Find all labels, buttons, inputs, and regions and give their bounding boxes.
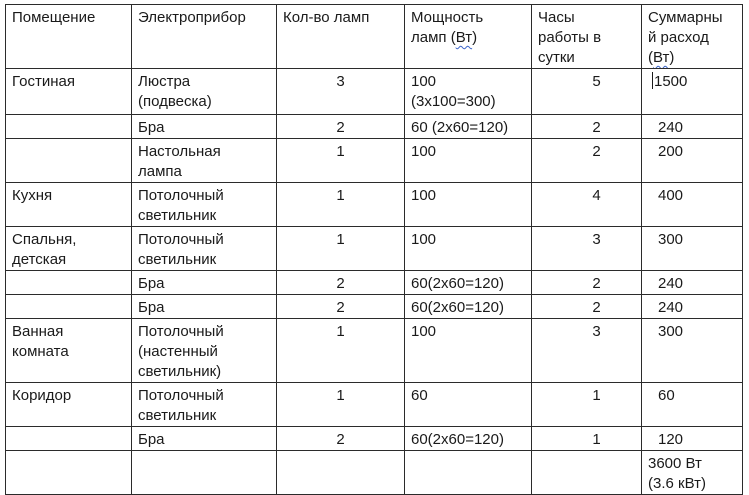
device-cell-text: Потолочный светильник xyxy=(138,187,224,224)
device-cell-text: Бра xyxy=(138,431,165,448)
power-cell xyxy=(405,319,532,383)
total-cell-text: 300 xyxy=(658,323,684,340)
hours-cell-text: 2 xyxy=(592,299,601,316)
device-cell-text: Бра xyxy=(138,299,165,316)
lamp-count-cell xyxy=(277,383,405,427)
header-total-label: Суммарны й расход (Вт) xyxy=(648,9,723,66)
header-power-label: Мощность ламп (Вт) xyxy=(411,9,484,46)
room-cell-text: Коридор xyxy=(12,387,72,404)
hours-cell xyxy=(532,139,642,183)
total-cell-text: 200 xyxy=(658,143,684,160)
power-unit-spellcheck: Вт xyxy=(455,29,473,46)
power-cell xyxy=(405,295,532,319)
lamp-count-cell xyxy=(277,427,405,451)
total-cell-text: 240 xyxy=(658,299,684,316)
device-cell-text: Потолочный светильник xyxy=(138,387,224,424)
lamp-count-cell-text: 1 xyxy=(336,143,345,160)
hours-cell xyxy=(532,271,642,295)
header-lamp-count-label: Кол-во ламп xyxy=(283,9,370,26)
room-cell-text: Спальня, детская xyxy=(12,231,77,268)
table-row xyxy=(6,319,743,383)
room-cell xyxy=(6,319,132,383)
power-cell-text: 60(2х60=120) xyxy=(411,299,504,316)
room-cell xyxy=(6,69,132,115)
total-cell-text: 120 xyxy=(658,431,684,448)
power-cell-text: 100 xyxy=(411,187,437,204)
total-cell xyxy=(642,319,743,383)
table-row xyxy=(6,183,743,227)
power-cell-text: 100 xyxy=(411,143,437,160)
hours-cell xyxy=(532,183,642,227)
room-cell xyxy=(6,183,132,227)
total-cell xyxy=(642,183,743,227)
hours-cell xyxy=(532,227,642,271)
hours-cell xyxy=(532,295,642,319)
hours-cell-text: 2 xyxy=(592,143,601,160)
device-cell xyxy=(132,383,277,427)
room-cell-text: Гостиная xyxy=(12,73,75,90)
hours-cell-text: 1 xyxy=(592,431,601,448)
total-cell xyxy=(642,427,743,451)
power-cell-text: 60(2х60=120) xyxy=(411,431,504,448)
hours-cell-text: 3 xyxy=(592,323,601,340)
device-cell xyxy=(132,295,277,319)
room-cell xyxy=(6,227,132,271)
total-cell-text: 300 xyxy=(658,231,684,248)
header-power xyxy=(405,5,532,69)
table-header-row xyxy=(6,5,743,69)
device-cell-text: Потолочный светильник xyxy=(138,231,224,268)
header-device-label: Электроприбор xyxy=(138,9,246,26)
device-cell xyxy=(132,319,277,383)
total-cell xyxy=(642,383,743,427)
hours-cell xyxy=(532,69,642,115)
lamp-count-cell xyxy=(277,139,405,183)
lamp-count-cell-text: 2 xyxy=(336,431,345,448)
device-cell-text: Потолочный (настенный светильник) xyxy=(138,323,224,380)
table-row xyxy=(6,427,743,451)
room-cell-text: Ванная комната xyxy=(12,323,69,360)
device-cell xyxy=(132,183,277,227)
device-cell-text: Люстра (подвеска) xyxy=(138,73,212,110)
lamp-count-cell-text: 3 xyxy=(336,73,345,90)
lamp-count-cell xyxy=(277,295,405,319)
total-cell-text: 3600 Вт (3.6 кВт) xyxy=(648,455,706,492)
lamp-count-cell-text: 1 xyxy=(336,323,345,340)
device-cell xyxy=(132,451,277,495)
lamp-count-cell xyxy=(277,227,405,271)
header-lamp-count xyxy=(277,5,405,69)
power-cell xyxy=(405,271,532,295)
header-device xyxy=(132,5,277,69)
device-cell-text: Настольная лампа xyxy=(138,143,221,180)
room-cell xyxy=(6,115,132,139)
power-cell xyxy=(405,183,532,227)
table-body xyxy=(6,69,743,495)
table-row xyxy=(6,69,743,115)
room-cell xyxy=(6,295,132,319)
hours-cell-text: 1 xyxy=(592,387,601,404)
power-cell xyxy=(405,69,532,115)
lamp-count-cell xyxy=(277,115,405,139)
hours-cell-text: 2 xyxy=(592,119,601,136)
table-row xyxy=(6,271,743,295)
table-row xyxy=(6,227,743,271)
total-cell xyxy=(642,451,743,495)
total-unit-spellcheck: Вт xyxy=(653,49,670,66)
power-cell-text: 100 xyxy=(411,231,437,248)
total-cell xyxy=(642,227,743,271)
power-cell xyxy=(405,115,532,139)
room-cell xyxy=(6,427,132,451)
hours-cell xyxy=(532,383,642,427)
lamp-count-cell-text: 2 xyxy=(336,275,345,292)
hours-cell-text: 3 xyxy=(592,231,601,248)
lamp-count-cell xyxy=(277,451,405,495)
energy-consumption-table-container xyxy=(5,4,743,495)
lamp-count-cell-text: 1 xyxy=(336,231,345,248)
power-cell-text: 60(2х60=120) xyxy=(411,275,504,292)
header-room xyxy=(6,5,132,69)
hours-cell-text: 5 xyxy=(592,73,601,90)
total-cell-text: 60 xyxy=(658,387,675,404)
hours-cell xyxy=(532,115,642,139)
total-cell-text: 400 xyxy=(658,187,684,204)
device-cell xyxy=(132,69,277,115)
table-row xyxy=(6,451,743,495)
hours-cell-text: 2 xyxy=(592,275,601,292)
lamp-count-cell xyxy=(277,319,405,383)
device-cell xyxy=(132,115,277,139)
table-row xyxy=(6,115,743,139)
room-cell xyxy=(6,139,132,183)
header-room-label: Помещение xyxy=(12,9,96,26)
power-cell-text: 60 xyxy=(411,387,428,404)
total-cell-text: 1500 xyxy=(654,73,688,90)
text-cursor xyxy=(652,72,653,89)
hours-cell-text: 4 xyxy=(592,187,601,204)
total-cell xyxy=(642,139,743,183)
power-cell-text: 60 (2х60=120) xyxy=(411,119,509,136)
table-row xyxy=(6,383,743,427)
power-cell xyxy=(405,383,532,427)
lamp-count-cell xyxy=(277,271,405,295)
device-cell-text: Бра xyxy=(138,275,165,292)
device-cell xyxy=(132,271,277,295)
device-cell xyxy=(132,139,277,183)
header-total xyxy=(642,5,743,69)
room-cell xyxy=(6,451,132,495)
room-cell xyxy=(6,271,132,295)
lamp-count-cell xyxy=(277,183,405,227)
power-cell xyxy=(405,451,532,495)
power-cell xyxy=(405,227,532,271)
lamp-count-cell-text: 1 xyxy=(336,387,345,404)
room-cell-text: Кухня xyxy=(12,187,53,204)
lamp-count-cell-text: 2 xyxy=(336,119,345,136)
total-cell-text: 240 xyxy=(658,119,684,136)
device-cell xyxy=(132,227,277,271)
power-cell xyxy=(405,427,532,451)
power-cell xyxy=(405,139,532,183)
lamp-count-cell xyxy=(277,69,405,115)
power-cell-text: 100 (3х100=300) xyxy=(411,73,496,110)
device-cell-text: Бра xyxy=(138,119,165,136)
table-row xyxy=(6,139,743,183)
total-cell-text: 240 xyxy=(658,275,684,292)
lamp-count-cell-text: 2 xyxy=(336,299,345,316)
hours-cell xyxy=(532,451,642,495)
header-hours xyxy=(532,5,642,69)
lamp-count-cell-text: 1 xyxy=(336,187,345,204)
total-cell xyxy=(642,115,743,139)
total-cell xyxy=(642,295,743,319)
power-cell-text: 100 xyxy=(411,323,437,340)
hours-cell xyxy=(532,427,642,451)
energy-consumption-table xyxy=(5,4,743,495)
total-cell xyxy=(642,271,743,295)
total-cell xyxy=(642,69,743,115)
device-cell xyxy=(132,427,277,451)
header-hours-label: Часы работы в сутки xyxy=(538,9,602,66)
hours-cell xyxy=(532,319,642,383)
room-cell xyxy=(6,383,132,427)
table-row xyxy=(6,295,743,319)
